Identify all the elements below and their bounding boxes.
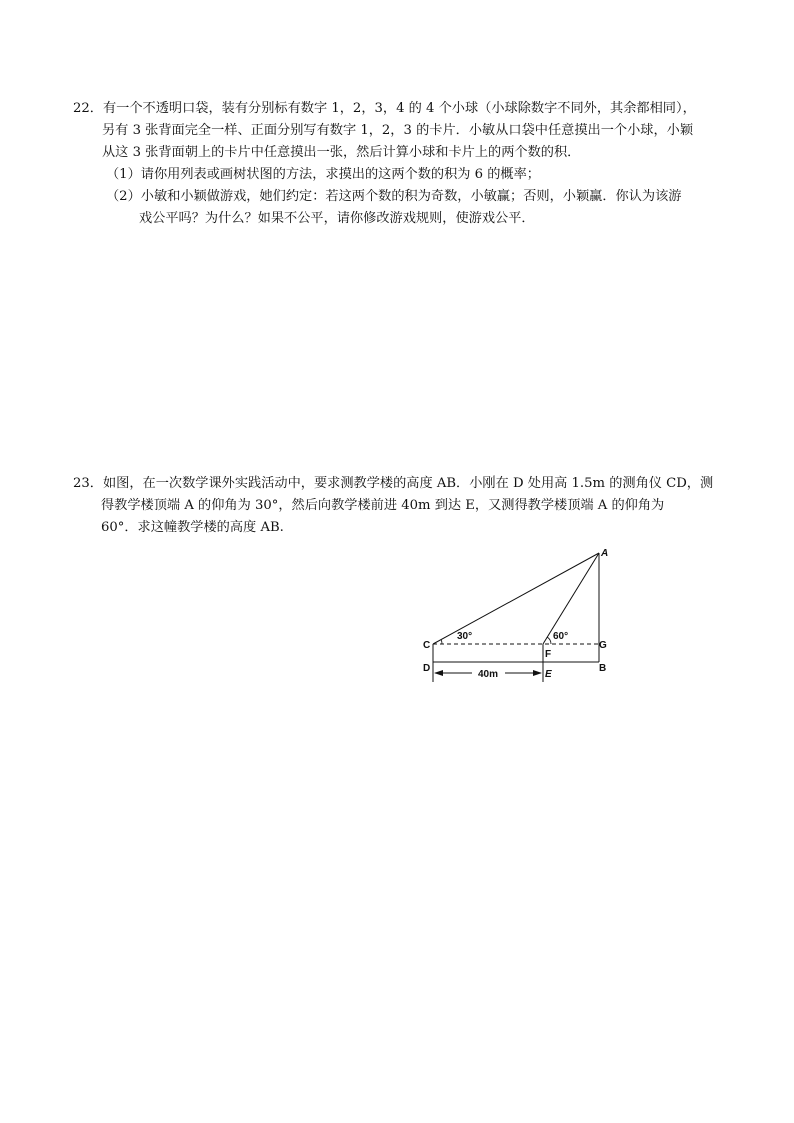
q23-line-2: 得教学楼顶端 A 的仰角为 30°，然后向教学楼前进 40m 到达 E，又测得教学楼顶端 A 的仰角为: [101, 498, 665, 513]
angle-label-30: 30°: [457, 631, 473, 642]
q22-line-2: 另有 3 张背面完全一样、正面分别写有数字 1，2，3 的卡片．小敏从口袋中任意摸出一个小球，小颖: [102, 123, 694, 138]
q22-sub-2a: （2）小敏和小颖做游戏，她们约定：若这两个数的积为奇数，小敏赢；否则，小颖赢．你认为该游: [106, 189, 682, 204]
angle-arc-30: [441, 640, 442, 644]
angle-label-60: 60°: [553, 631, 569, 642]
q22-line-1: 22．有一个不透明口袋，装有分别标有数字 1，2，3，4 的 4 个小球（小球除数字不同外，其余都相同），: [73, 101, 696, 116]
label-B: B: [599, 663, 607, 674]
label-C: C: [423, 640, 431, 651]
label-E: E: [545, 669, 552, 680]
arrowhead-left: [434, 670, 443, 676]
q23-line-1: 23．如图，在一次数学课外实践活动中，要求测教学楼的高度 AB．小刚在 D 处用高 1.5m 的测角仪 CD，测: [73, 476, 714, 491]
line-FA: [543, 553, 599, 644]
geometry-diagram: [410, 540, 630, 690]
label-G: G: [599, 640, 607, 651]
label-A: A: [601, 548, 609, 559]
q22-line-3: 从这 3 张背面朝上的卡片中任意摸出一张，然后计算小球和卡片上的两个数的积．: [102, 145, 581, 160]
label-D: D: [423, 663, 431, 674]
label-F: F: [545, 649, 552, 660]
q22-sub-1: （1）请你用列表或画树状图的方法，求摸出的这两个数的积为 6 的概率；: [106, 167, 540, 182]
angle-arc-60: [547, 637, 551, 644]
q22-sub-2b: 戏公平吗？为什么？如果不公平，请你修改游戏规则，使游戏公平．: [139, 211, 535, 226]
arrowhead-right: [533, 670, 542, 676]
distance-label: 40m: [477, 669, 499, 680]
q23-line-3: 60°．求这幢教学楼的高度 AB.: [101, 520, 284, 535]
